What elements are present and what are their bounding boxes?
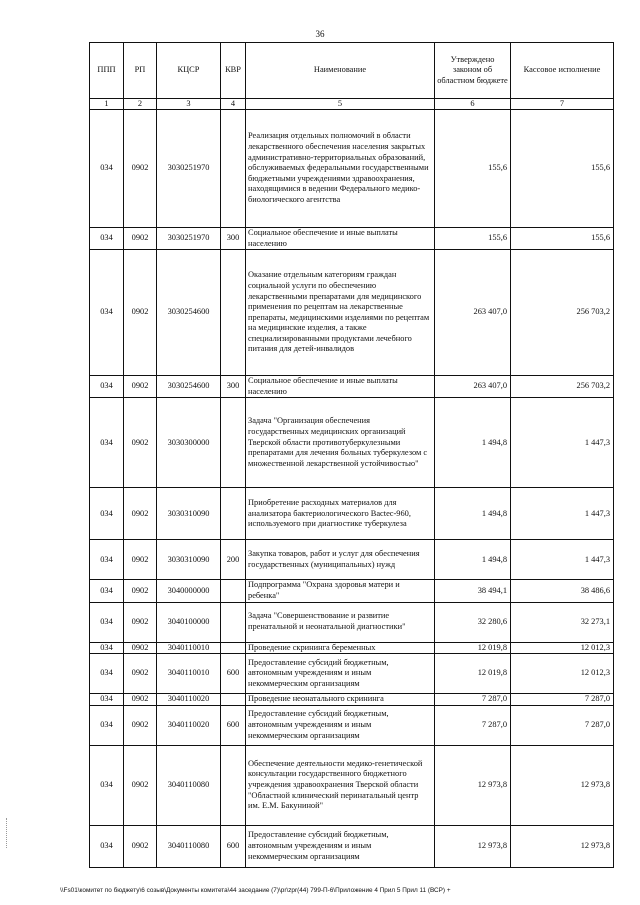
page-number: 36 [315, 29, 325, 39]
table-row [90, 376, 614, 398]
cell-kvr [221, 694, 246, 706]
cell-approved: 12 973,8 [435, 825, 511, 867]
cell-ppp: 034 [90, 642, 124, 654]
cell-executed: 32 273,1 [511, 602, 614, 642]
cell-executed: 12 973,8 [511, 825, 614, 867]
cell-rp: 0902 [124, 580, 157, 602]
column-number: 3 [157, 99, 221, 110]
cell-executed: 12 012,3 [511, 642, 614, 654]
cell-name: Задача "Совершенствование и развитие пренатальной и неонатальной диагностики" [246, 602, 435, 642]
cell-ppp: 034 [90, 488, 124, 540]
header-kvr: КВР [221, 43, 246, 99]
cell-rp: 0902 [124, 228, 157, 250]
cell-executed: 7 287,0 [511, 705, 614, 745]
cell-executed: 1 447,3 [511, 488, 614, 540]
cell-kcsr: 3030300000 [157, 398, 221, 488]
cell-kvr [221, 488, 246, 540]
margin-mark [6, 818, 10, 848]
column-number: 1 [90, 99, 124, 110]
header-ppp: ППП [90, 43, 124, 99]
cell-name: Проведение скрининга беременных [246, 642, 435, 654]
cell-ppp: 034 [90, 110, 124, 228]
cell-kcsr: 3030310090 [157, 540, 221, 580]
cell-approved: 7 287,0 [435, 694, 511, 706]
cell-approved: 38 494,1 [435, 580, 511, 602]
column-number: 2 [124, 99, 157, 110]
table-row [90, 705, 614, 745]
cell-executed: 7 287,0 [511, 694, 614, 706]
cell-kcsr: 3040110010 [157, 654, 221, 694]
header-name: Наименование [246, 43, 435, 99]
cell-rp: 0902 [124, 488, 157, 540]
cell-kvr: 300 [221, 376, 246, 398]
cell-executed: 256 703,2 [511, 250, 614, 376]
table-row [90, 745, 614, 825]
cell-kvr [221, 110, 246, 228]
cell-ppp: 034 [90, 654, 124, 694]
cell-kvr: 600 [221, 654, 246, 694]
cell-approved: 7 287,0 [435, 705, 511, 745]
table-row [90, 488, 614, 540]
header-rp: РП [124, 43, 157, 99]
column-number: 6 [435, 99, 511, 110]
budget-table [89, 42, 614, 868]
cell-ppp: 034 [90, 376, 124, 398]
table-row [90, 228, 614, 250]
cell-executed: 38 486,6 [511, 580, 614, 602]
cell-executed: 155,6 [511, 110, 614, 228]
cell-ppp: 034 [90, 398, 124, 488]
cell-rp: 0902 [124, 250, 157, 376]
cell-kvr [221, 745, 246, 825]
cell-ppp: 034 [90, 580, 124, 602]
cell-name: Проведение неонатального скрининга [246, 694, 435, 706]
cell-rp: 0902 [124, 602, 157, 642]
cell-name: Обеспечение деятельности медико-генетической консультации государственного бюджетного учреждения здравоохранения Тверской области "Областной клинический перинатальный центр им. Е.М. Бакуниной" [246, 745, 435, 825]
cell-kcsr: 3030254600 [157, 376, 221, 398]
cell-kvr [221, 602, 246, 642]
cell-rp: 0902 [124, 745, 157, 825]
cell-kvr [221, 250, 246, 376]
cell-executed: 1 447,3 [511, 398, 614, 488]
table-row [90, 250, 614, 376]
header-approved: Утверждено законом об областном бюджете [435, 43, 511, 99]
cell-approved: 12 973,8 [435, 745, 511, 825]
cell-kvr [221, 642, 246, 654]
cell-name: Предоставление субсидий бюджетным, автономным учреждениям и иным некоммерческим организациям [246, 825, 435, 867]
cell-approved: 155,6 [435, 110, 511, 228]
cell-kcsr: 3040000000 [157, 580, 221, 602]
table-row [90, 825, 614, 867]
cell-name: Социальное обеспечение и иные выплаты населению [246, 376, 435, 398]
cell-approved: 155,6 [435, 228, 511, 250]
file-path-footer: \\Fs01\комитет по бюджету\6 созыв\Документы комитета\44 заседание (7)\pr\zpr(44) 799-П-6\Приложение 4 Прил 5 Прил 11 (ВСР) + [60, 887, 451, 894]
cell-name: Предоставление субсидий бюджетным, автономным учреждениям и иным некоммерческим организациям [246, 705, 435, 745]
table-row [90, 398, 614, 488]
cell-rp: 0902 [124, 654, 157, 694]
cell-rp: 0902 [124, 825, 157, 867]
table-row [90, 580, 614, 602]
cell-kcsr: 3030254600 [157, 250, 221, 376]
cell-executed: 155,6 [511, 228, 614, 250]
cell-approved: 263 407,0 [435, 376, 511, 398]
table-row [90, 694, 614, 706]
cell-name: Социальное обеспечение и иные выплаты населению [246, 228, 435, 250]
cell-executed: 256 703,2 [511, 376, 614, 398]
cell-approved: 12 019,8 [435, 642, 511, 654]
cell-rp: 0902 [124, 642, 157, 654]
cell-approved: 263 407,0 [435, 250, 511, 376]
cell-rp: 0902 [124, 398, 157, 488]
cell-kvr: 600 [221, 705, 246, 745]
cell-ppp: 034 [90, 540, 124, 580]
cell-name: Закупка товаров, работ и услуг для обеспечения государственных (муниципальных) нужд [246, 540, 435, 580]
cell-name: Подпрограмма "Охрана здоровья матери и ребенка" [246, 580, 435, 602]
table-row [90, 642, 614, 654]
cell-name: Задача "Организация обеспечения государственных медицинских организаций Тверской области противотуберкулезными препаратами для лечения больных туберкулезом с множественной лекарственной устойчивостью" [246, 398, 435, 488]
cell-ppp: 034 [90, 228, 124, 250]
table-row [90, 540, 614, 580]
cell-kvr: 300 [221, 228, 246, 250]
cell-kcsr: 3040110020 [157, 705, 221, 745]
cell-kcsr: 3040110080 [157, 825, 221, 867]
cell-rp: 0902 [124, 540, 157, 580]
cell-ppp: 034 [90, 745, 124, 825]
cell-rp: 0902 [124, 705, 157, 745]
cell-name: Предоставление субсидий бюджетным, автономным учреждениям и иным некоммерческим организациям [246, 654, 435, 694]
cell-kcsr: 3030310090 [157, 488, 221, 540]
cell-kcsr: 3040110020 [157, 694, 221, 706]
table-row [90, 110, 614, 228]
cell-ppp: 034 [90, 694, 124, 706]
column-number-row [90, 99, 614, 110]
cell-approved: 1 494,8 [435, 398, 511, 488]
cell-rp: 0902 [124, 376, 157, 398]
table-row [90, 602, 614, 642]
cell-ppp: 034 [90, 825, 124, 867]
cell-rp: 0902 [124, 694, 157, 706]
cell-approved: 1 494,8 [435, 540, 511, 580]
cell-kcsr: 3040100000 [157, 602, 221, 642]
cell-kcsr: 3040110080 [157, 745, 221, 825]
cell-kvr: 600 [221, 825, 246, 867]
cell-ppp: 034 [90, 250, 124, 376]
header-executed: Кассовое исполнение [511, 43, 614, 99]
cell-kvr [221, 398, 246, 488]
cell-executed: 12 973,8 [511, 745, 614, 825]
cell-name: Реализация отдельных полномочий в области лекарственного обеспечения населения закрытых административно-территориальных образований, обслуживаемых федеральными государственными бюджетными учреждениями здравоохранения, находящимися в ведении Федерального медико-биологического агентства [246, 110, 435, 228]
column-number: 7 [511, 99, 614, 110]
header-row [90, 43, 614, 99]
table-row [90, 654, 614, 694]
cell-name: Оказание отдельным категориям граждан социальной услуги по обеспечению лекарственными препаратами для медицинского применения по рецептам на лекарственные препараты, медицинскими изделиями по рецептам на медицинские изделия, а также специализированными продуктами лечебного питания для детей-инвалидов [246, 250, 435, 376]
cell-executed: 12 012,3 [511, 654, 614, 694]
cell-rp: 0902 [124, 110, 157, 228]
cell-kvr [221, 580, 246, 602]
cell-approved: 1 494,8 [435, 488, 511, 540]
column-number: 4 [221, 99, 246, 110]
cell-ppp: 034 [90, 705, 124, 745]
cell-kcsr: 3040110010 [157, 642, 221, 654]
cell-approved: 12 019,8 [435, 654, 511, 694]
cell-approved: 32 280,6 [435, 602, 511, 642]
cell-kcsr: 3030251970 [157, 228, 221, 250]
column-number: 5 [246, 99, 435, 110]
cell-kvr: 200 [221, 540, 246, 580]
cell-executed: 1 447,3 [511, 540, 614, 580]
cell-kcsr: 3030251970 [157, 110, 221, 228]
header-kcsr: КЦСР [157, 43, 221, 99]
cell-name: Приобретение расходных материалов для анализатора бактериологического Bactec-960, используемого при диагностике туберкулеза [246, 488, 435, 540]
cell-ppp: 034 [90, 602, 124, 642]
